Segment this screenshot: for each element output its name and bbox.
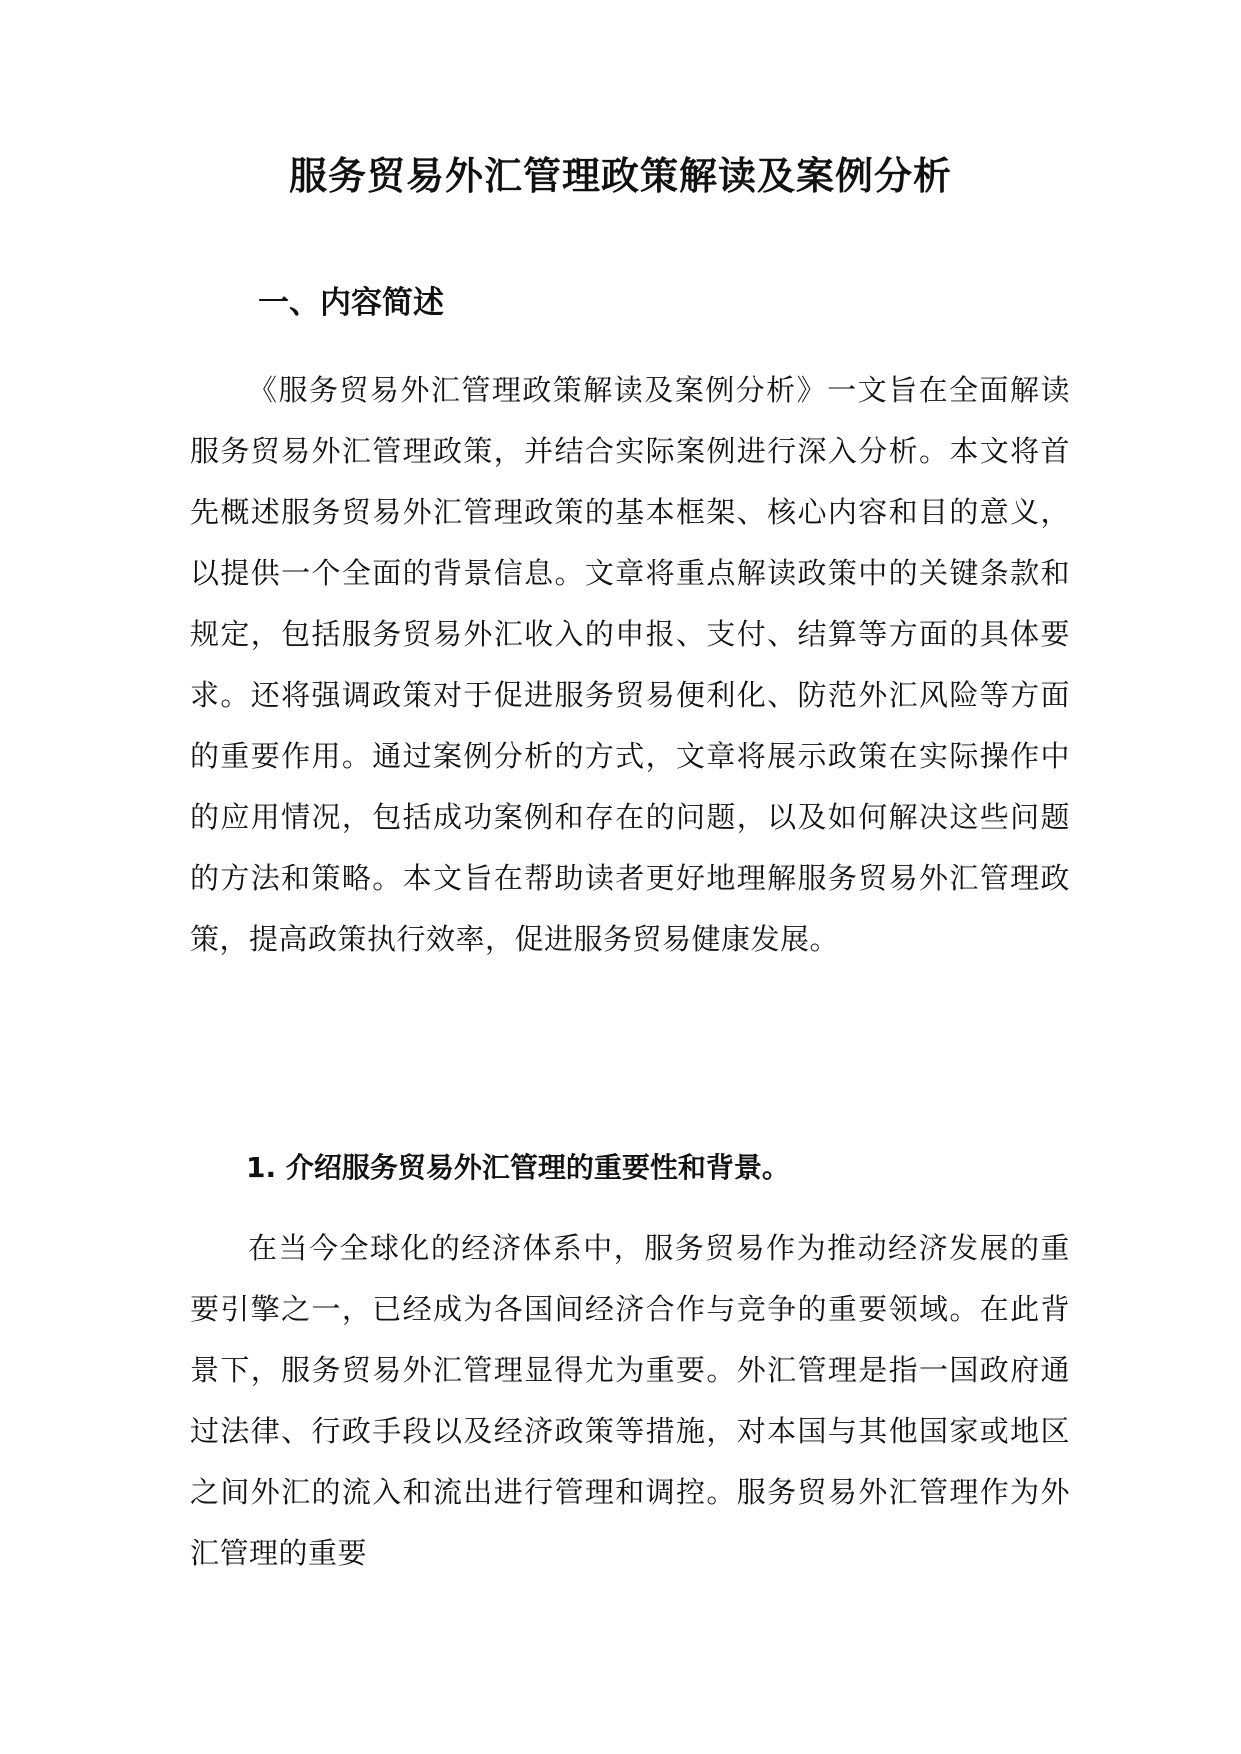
overview-paragraph: 《服务贸易外汇管理政策解读及案例分析》一文旨在全面解读服务贸易外汇管理政策，并结合实际案例进行深入分析。本文将首先概述服务贸易外汇管理政策的基本框架、核心内容和目的意义，以提供一个全面的背景信息。文章将重点解读政策中的关键条款和规定，包括服务贸易外汇收入的申报、支付、结算等方面的具体要求。还将强调政策对于促进服务贸易便利化、防范外汇风险等方面的重要作用。通过案例分析的方式，文章将展示政策在实际操作中的应用情况，包括成功案例和存在的问题，以及如何解决这些问题的方法和策略。本文旨在帮助读者更好地理解服务贸易外汇管理政策，提高政策执行效率，促进服务贸易健康发展。 [190,373,1070,956]
section-heading-overview: 一、内容简述 [258,285,444,321]
subsection-heading-importance: 1. 介绍服务贸易外汇管理的重要性和背景。 [246,1151,790,1184]
document-title: 服务贸易外汇管理政策解读及案例分析 [288,154,952,198]
importance-paragraph: 在当今全球化的经济体系中，服务贸易作为推动经济发展的重要引擎之一，已经成为各国间经济合作与竞争的重要领域。在此背景下，服务贸易外汇管理显得尤为重要。外汇管理是指一国政府通过法律、行政手段以及经济政策等措施，对本国与其他国家或地区之间外汇的流入和流出进行管理和调控。服务贸易外汇管理作为外汇管理的重要 [190,1231,1070,1570]
